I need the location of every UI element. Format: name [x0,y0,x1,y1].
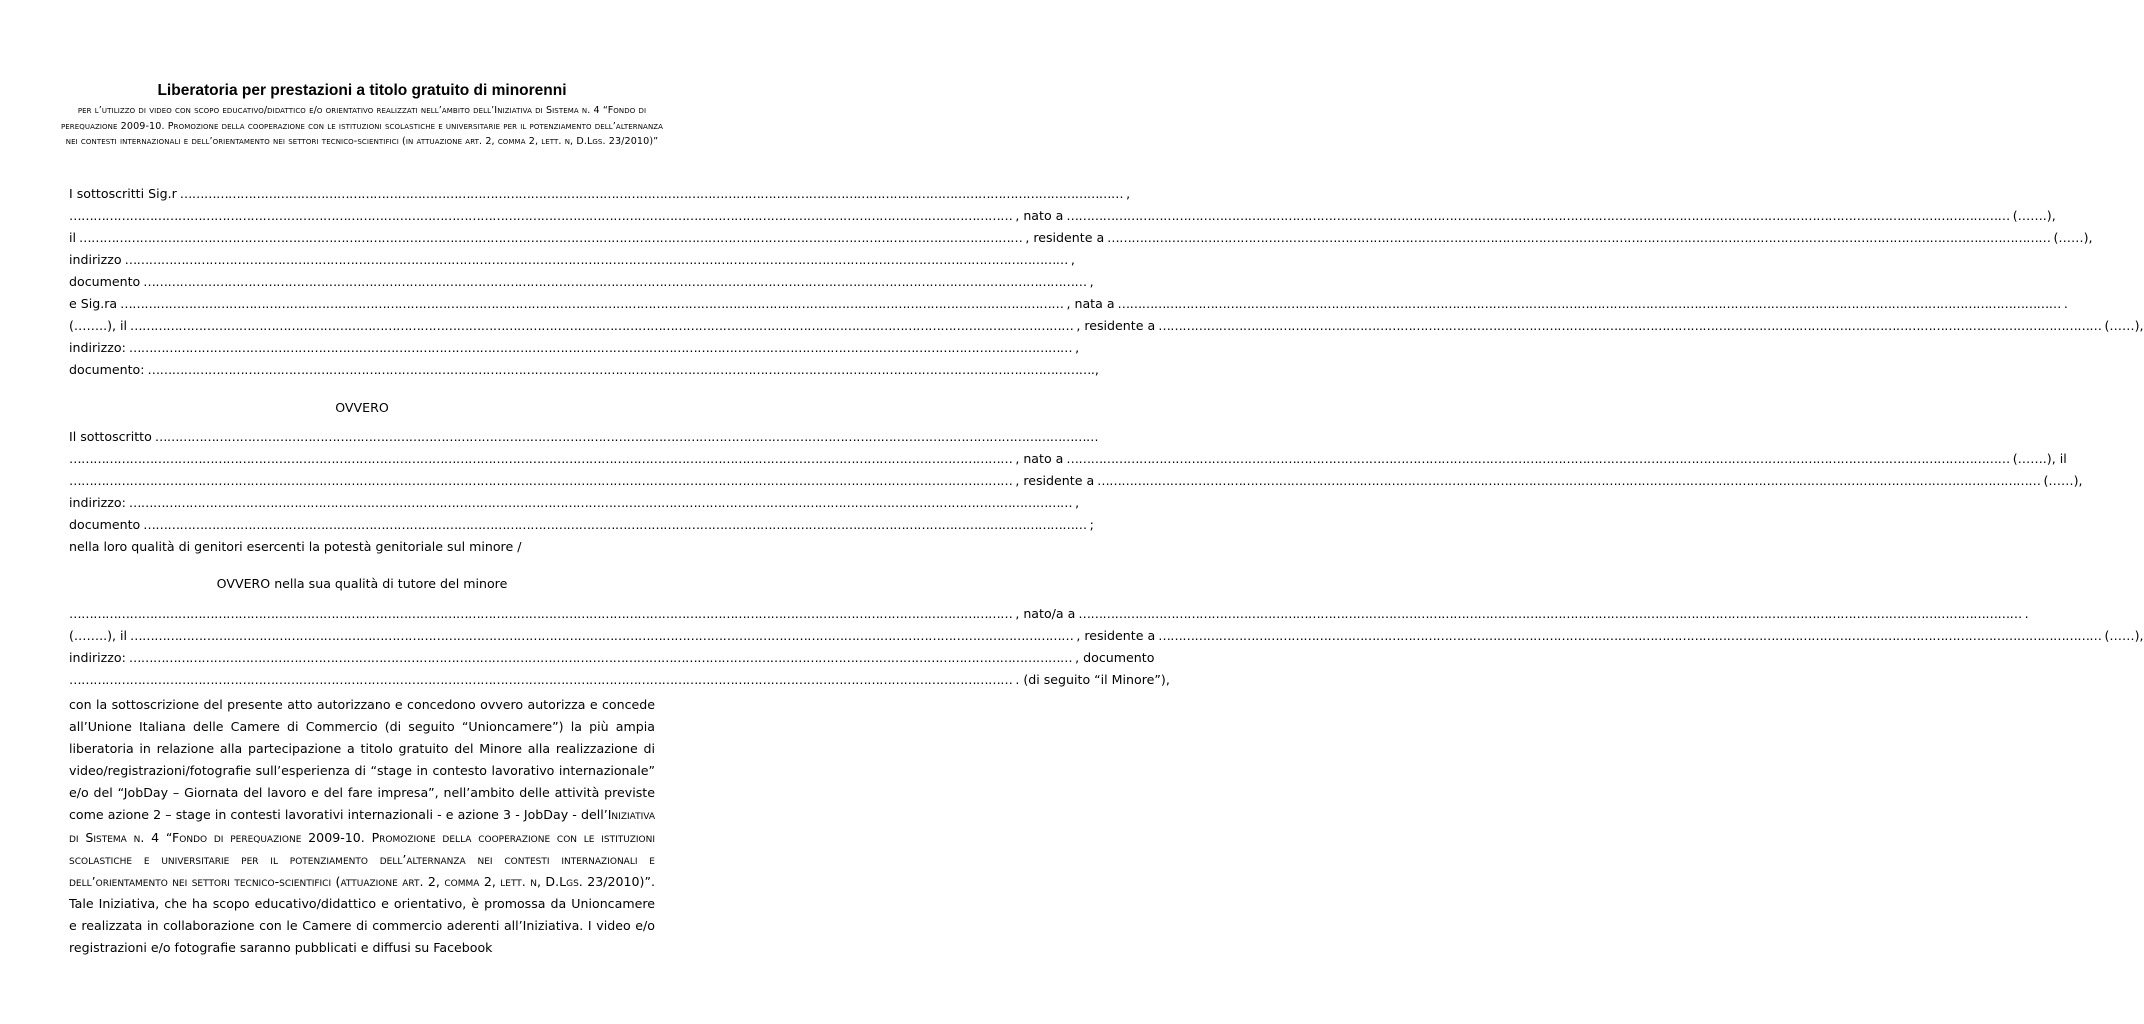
form-line-indirizzo-2 [69,340,1080,356]
form-line-sottoscritti [69,186,1131,202]
body-text: con la sottoscrizione del presente atto autorizzano e concedono ovvero autorizza e concede all’Unione Italiana delle Camere di Commercio (di seguito “Unioncamere”) la più ampia liberatoria in relazione alla partecipazione a titolo gratuito del Minore alla realizzazione di video/registrazioni/fotografie sull’esperienza di “stage in contesto lavorativo internazionale” e/o del “JobDay – Giornata del lavoro e del fare impresa”, nell’ambito delle attività previste come azione 2 – stage in contesti lavorativi internazionali - e azione 3 - JobDay - dell’ [69,697,655,823]
fill-field[interactable]: ……………………………………………………………………………………………………………………………………………………………………………………………………………… [120,296,1064,311]
label: , [1070,252,1075,267]
label: (……), [2104,318,2144,333]
label: , documento [1075,650,1155,665]
fill-field[interactable]: ……………………………………………………………………………………………………………………………………………………………………………………………………………… [1107,230,2051,245]
form-line-nato-3 [69,606,2029,622]
fill-field[interactable]: ……………………………………………………………………………………………………………………………………………………………………………………………………………… [1066,451,2010,466]
ovvero-tutore-heading: OVVERO nella sua qualità di tutore del minore [216,576,508,591]
fill-field[interactable]: ……………………………………………………………………………………………………………………………………………………………………………………………………………… [130,318,1074,333]
form-line-nato-2 [69,451,2067,467]
form-line-indirizzo [69,252,1075,268]
fill-field[interactable]: ……………………………………………………………………………………………………………………………………………………………………………………………………………… [1158,628,2102,643]
label: , [1075,340,1080,355]
fill-field[interactable]: ……………………………………………………………………………………………………………………………………………………………………………………………………………… [143,274,1087,289]
fill-field[interactable]: ……………………………………………………………………………………………………………………………………………………………………………………………………………… [179,186,1124,201]
label: (……..), il [69,628,128,643]
form-line-sigra [69,296,2068,312]
label: (……), [2053,230,2093,245]
form-line-il-residente [69,318,2144,334]
form-line-documento-3 [69,517,1094,533]
label: , residente a [1025,230,1105,245]
label: , residente a [1015,473,1095,488]
fill-field[interactable]: ……………………………………………………………………………………………………………………………………………………………………………………………………………… [1097,473,2041,488]
label: (…….), il [2012,451,2067,466]
label: , nato a [1015,208,1064,223]
fill-field[interactable]: ……………………………………………………………………………………………………………………………………………………………………………………………………………… [69,473,1013,488]
fill-field[interactable]: ……………………………………………………………………………………………………………………………………………………………………………………………………………… [69,451,1013,466]
form-line-sottoscritto [69,429,1099,445]
form-line-nato [69,208,2056,224]
label: indirizzo: [69,650,126,665]
label: e Sig.ra [69,296,118,311]
label: I sottoscritti Sig.r [69,186,177,201]
form-line-indirizzo-3 [69,495,1080,511]
fill-field[interactable]: ……………………………………………………………………………………………………………………………………………………………………………………………………………… [154,429,1099,444]
form-line-il-residente-2 [69,628,2144,644]
label: , [1075,495,1080,510]
form-line-indirizzo-4 [69,650,1155,666]
label: , nato a [1015,451,1064,466]
form-line-residente-2 [69,473,2083,489]
label: (……..), il [69,318,128,333]
fill-field[interactable]: ……………………………………………………………………………………………………………………………………………………………………………………………………………… [1158,318,2102,333]
label: , residente a [1076,318,1156,333]
fill-field[interactable]: ……………………………………………………………………………………………………………………………………………………………………………………………………………… [128,495,1073,510]
label: . [2063,296,2068,311]
label: indirizzo [69,252,122,267]
label: , [1126,186,1131,201]
label: indirizzo: [69,495,126,510]
label: ; [1089,517,1094,532]
fill-field[interactable]: ……………………………………………………………………………………………………………………………………………………………………………………………………………… [128,650,1073,665]
fill-field[interactable]: ……………………………………………………………………………………………………………………………………………………………………………………………………………… [143,517,1087,532]
body-text: . Tale Iniziativa, che ha scopo educativo/didattico e orientativo, è promossa da Unioncamere e realizzata in collaborazione con le Camere di commercio aderenti all’Iniziativa. I video e/o registrazioni e/o fotografie saranno pubblicati e diffusi su Facebook [69,873,655,956]
label: ., [1090,362,1099,377]
fill-field[interactable]: ……………………………………………………………………………………………………………………………………………………………………………………………………………… [69,208,1013,223]
document-title: Liberatoria per prestazioni a titolo gratuito di minorenni [157,82,567,99]
label: , nata a [1066,296,1115,311]
label: documento: [69,362,145,377]
fill-field[interactable]: ……………………………………………………………………………………………………………………………………………………………………………………………………………… [1117,296,2061,311]
fill-field[interactable]: ……………………………………………………………………………………………………………………………………………………………………………………………………………… [124,252,1068,267]
form-line-documento-4 [69,672,1170,688]
fill-field[interactable]: ……………………………………………………………………………………………………………………………………………………………………………………………………………… [79,230,1023,245]
label: documento [69,274,141,289]
form-line-documento-2 [69,362,1099,378]
form-line-residente [69,230,2093,246]
label: , nato/a a [1015,606,1076,621]
label: , [1089,274,1094,289]
document-subtitle: per l’utilizzo di video con scopo educativo/didattico e/o orientativo realizzati nell’ambito dell’Iniziativa di Sistema n. 4 “Fondo di perequazione 2009-10. Promozione della cooperazione con le istituzioni scolastiche e universitarie per il potenziamento dell’alternanza nei contesti internazionali e dell’orientamento nei settori tecnico-scientifici (in attuazione art. 2, comma 2, lett. n, D.Lgs. 23/2010)” [60,105,664,147]
fill-field[interactable]: ……………………………………………………………………………………………………………………………………………………………………………………………………………… [1066,208,2010,223]
genitori-statement: nella loro qualità di genitori esercenti la potestà genitoriale sul minore / [69,539,522,554]
fill-field[interactable]: ……………………………………………………………………………………………………………………………………………………………………………………………………………… [69,672,1013,687]
label: . [2024,606,2029,621]
fill-field[interactable]: ……………………………………………………………………………………………………………………………………………………………………………………………………………… [69,606,1013,621]
label: , residente a [1076,628,1156,643]
label: il [69,230,76,245]
fill-field[interactable]: ……………………………………………………………………………………………………………………………………………………………………………………………………………… [128,340,1073,355]
label: indirizzo: [69,340,126,355]
label: (……), [2104,628,2144,643]
label: Il sottoscritto [69,429,152,444]
label: documento [69,517,141,532]
iniziativa-title: Iniziativa di Sistema n. 4 “Fondo di perequazione 2009-10. Promozione della cooperazione con le istituzioni scolastiche e universitarie per il potenziamento dell’alternanza nei contesti internazionali e dell’orientamento nei settori tecnico-scientifici (attuazione art. 2, comma 2, lett. n, D.Lgs. 23/2010)” [69,807,655,889]
fill-field[interactable]: ……………………………………………………………………………………………………………………………………………………………………………………………………………… [147,362,1091,377]
fill-field[interactable]: ……………………………………………………………………………………………………………………………………………………………………………………………………………… [130,628,1074,643]
label: . (di seguito “il Minore”), [1015,672,1170,687]
ovvero-heading: OVVERO [335,400,389,415]
label: (…….), [2012,208,2056,223]
form-line-documento [69,274,1094,290]
label: (……), [2043,473,2083,488]
fill-field[interactable]: ……………………………………………………………………………………………………………………………………………………………………………………………………………… [1078,606,2022,621]
body-paragraph [69,694,655,959]
